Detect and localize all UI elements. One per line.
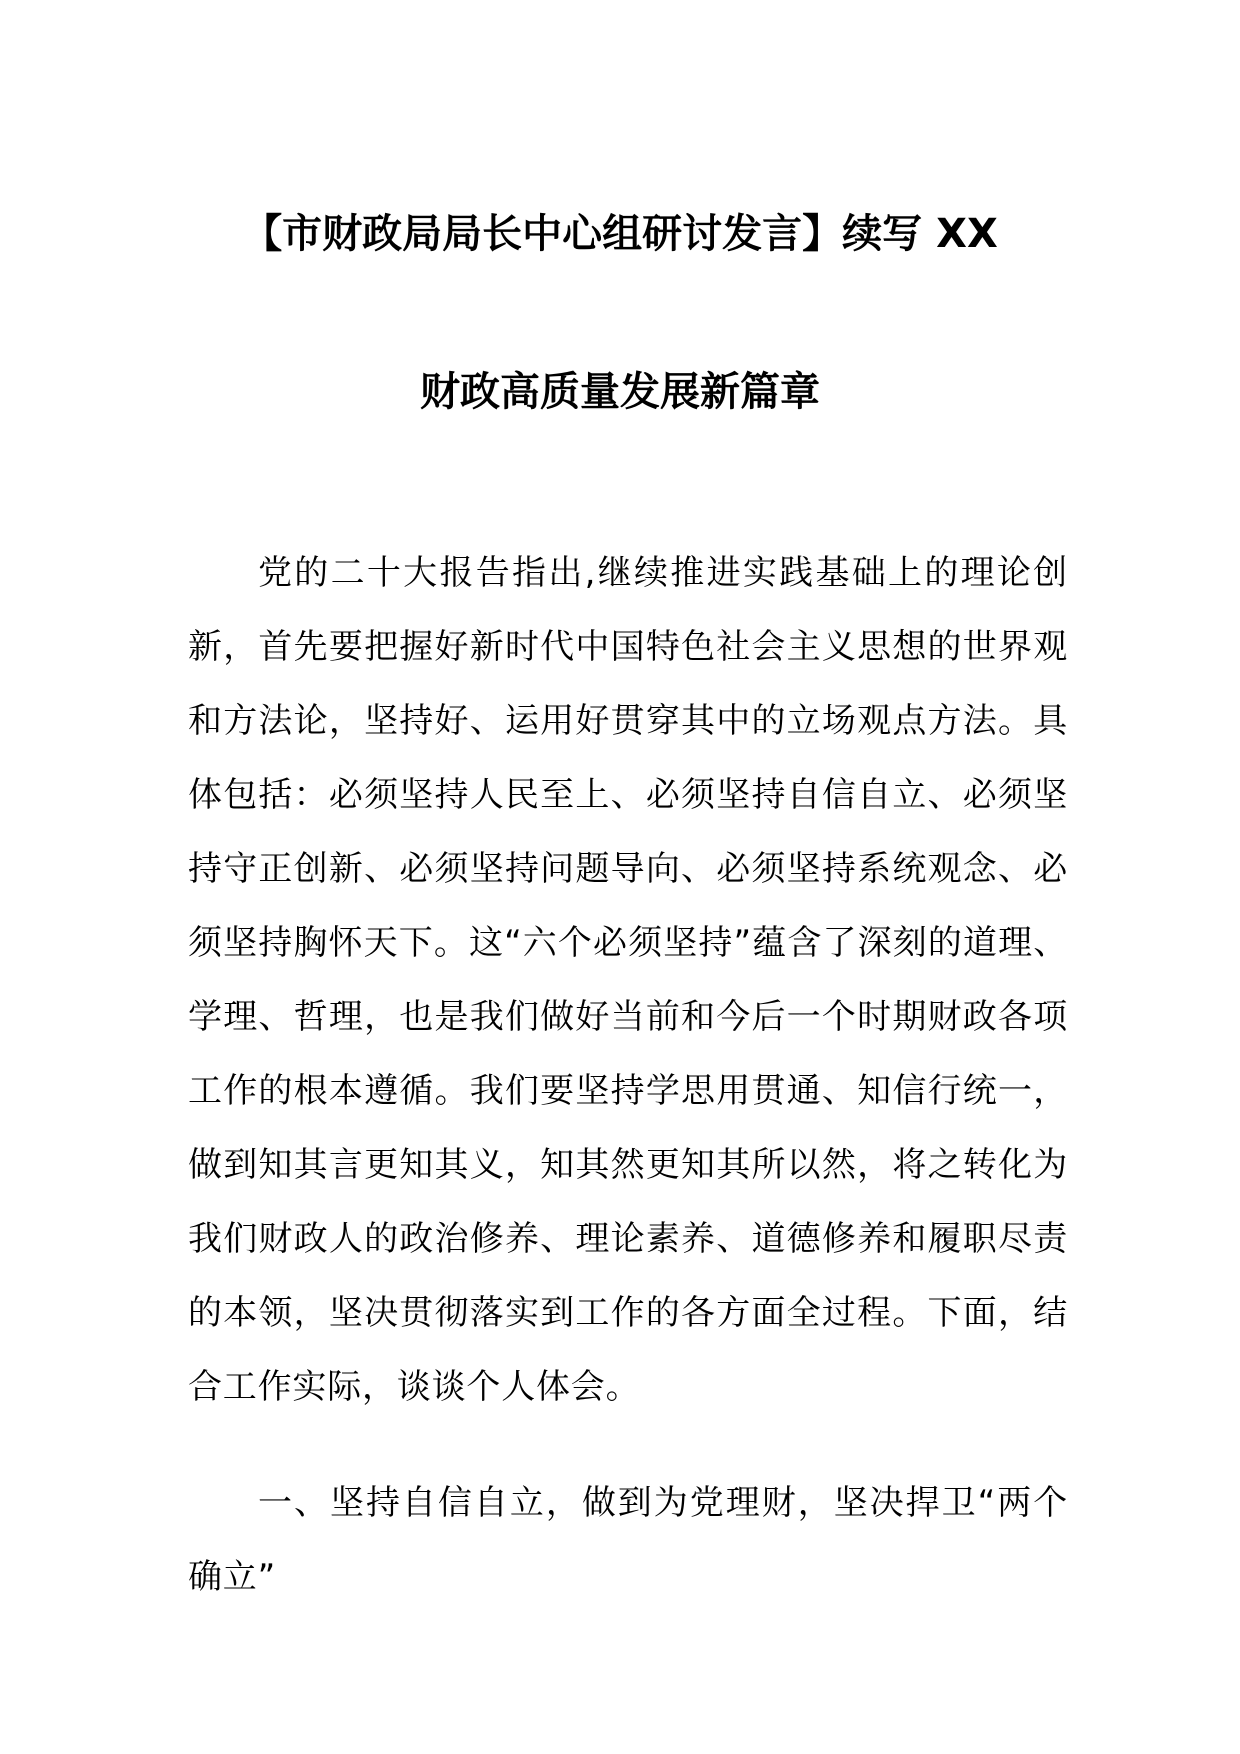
section-heading-1: 一、坚持自信自立，做到为党理财，坚决捍卫“两个确立”: [188, 1483, 1068, 1597]
document-title-line-1: 【市财政局局长中心组研讨发言】续写 XX: [242, 211, 998, 257]
intro-paragraph: 党的二十大报告指出,继续推进实践基础上的理论创新，首先要把握好新时代中国特色社会主义思想的世界观和方法论，坚持好、运用好贯穿其中的立场观点方法。具体包括：必须坚持人民至上、必须坚持自信自立、必须坚持守正创新、必须坚持问题导向、必须坚持系统观念、必须坚持胸怀天下。这“六个必须坚持”蕴含了深刻的道理、学理、哲理，也是我们做好当前和今后一个时期财政各项工作的根本遵循。我们要坚持学思用贯通、知信行统一，做到知其言更知其义，知其然更知其所以然，将之转化为我们财政人的政治修养、理论素养、道德修养和履职尽责的本领，坚决贯彻落实到工作的各方面全过程。下面，结合工作实际，谈谈个人体会。: [188, 553, 1068, 1407]
document-title-line-2: 财政高质量发展新篇章: [420, 369, 820, 415]
